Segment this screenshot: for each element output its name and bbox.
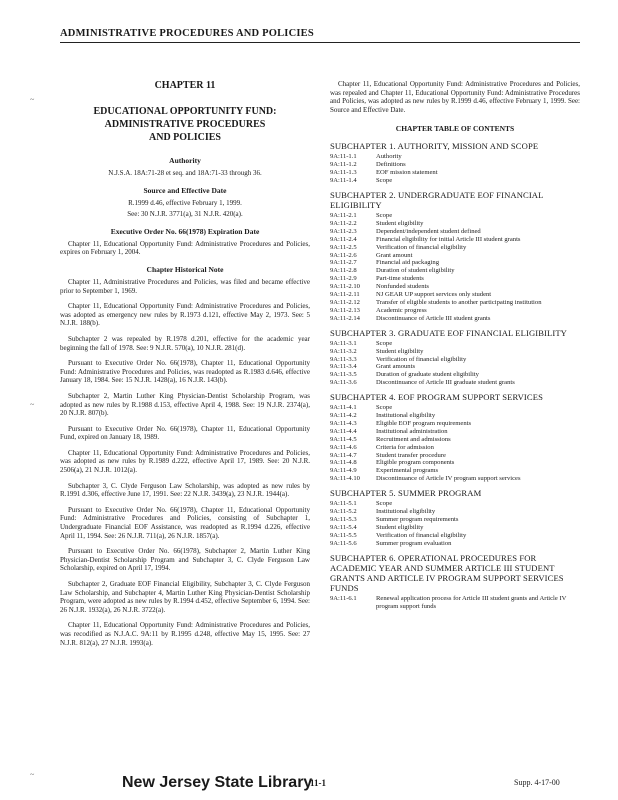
toc-entry (330, 259, 580, 267)
section-number: 9A:11-2.14 (330, 314, 360, 322)
toc-entry (330, 252, 580, 260)
section-title: Institutional eligibility (376, 412, 436, 420)
historical-note-paragraph: Subchapter 2, Martin Luther King Physician-Dentist Scholarship Program, was adopted as new rules by R.1988 d.153, effective April 4, 1988. See: 19 N.J.R. 2374(a), 20 N.J.R. 807(b). (60, 391, 310, 418)
section-title: Discontinuance of Article III student grants (376, 314, 491, 322)
section-title: Transfer of eligible students to another participating institution (376, 298, 542, 306)
toc-entry (330, 307, 580, 315)
historical-note-paragraph: Chapter 11, Administrative Procedures and Policies, was filed and became effective prior to September 1, 1969. (60, 277, 310, 295)
toc-entry (330, 516, 580, 524)
toc-entry (330, 315, 580, 323)
section-number: 9A:11-2.7 (330, 259, 357, 267)
library-name: New Jersey State Library (122, 774, 313, 791)
historical-note-paragraph: Chapter 11, Educational Opportunity Fund: Administrative Procedures and Policies, was adopted as emergency new rules by R.1973 d.121, effective May 2, 1973. See: 5 N.J.R. 188(b). (60, 302, 310, 328)
toc-entry (330, 283, 580, 291)
toc-entry (330, 275, 580, 283)
section-title: Institutional eligibility (376, 508, 436, 516)
intro-paragraph: Chapter 11, Educational Opportunity Fund: Administrative Procedures and Policies, was repealed and Chapter 11, Educational Opportunity Fund: Administrative Procedures and Policies, was adopted as new rules by R.1999 d.46, effective February 1, 1999. See: Source and Effective Date. (330, 80, 580, 114)
toc-entry (330, 267, 580, 275)
toc-entry (330, 299, 580, 307)
toc-list (330, 500, 580, 547)
section-title: NJ GEAR UP support services only student (376, 291, 492, 299)
section-number: 9A:11-4.1 (330, 404, 357, 412)
toc-entry (330, 540, 580, 548)
margin-mark: ~ (30, 770, 35, 779)
margin-mark: ~ (30, 400, 35, 409)
section-title: Discontinuance of Article III graduate student grants (376, 379, 515, 387)
toc-list (330, 404, 580, 483)
section-number: 9A:11-3.1 (330, 339, 357, 347)
running-header: ADMINISTRATIVE PROCEDURES AND POLICIES (60, 28, 580, 43)
section-number: 9A:11-3.3 (330, 355, 357, 363)
toc-entry (330, 228, 580, 236)
toc-title: CHAPTER TABLE OF CONTENTS (395, 124, 515, 134)
toc-entry (330, 420, 580, 428)
section-title: Nonfunded students (376, 283, 429, 291)
section-title: Scope (376, 339, 393, 347)
toc-entry (330, 161, 580, 169)
toc-list (330, 340, 580, 387)
toc-entry (330, 428, 580, 436)
toc-entry (330, 220, 580, 228)
toc-entry (330, 371, 580, 379)
section-number: 9A:11-4.7 (330, 451, 357, 459)
toc-entry (330, 177, 580, 185)
section-number: 9A:11-1.2 (330, 161, 357, 169)
section-title: Criteria for admission (376, 443, 434, 451)
section-number: 9A:11-5.3 (330, 516, 357, 523)
section-number: 9A:11-2.4 (330, 235, 357, 243)
section-title: Verification of financial eligibility (376, 355, 467, 363)
section-title: Definitions (376, 161, 406, 169)
subchapter-heading: SUBCHAPTER 2. UNDERGRADUATE EOF FINANCIAL ELIGIBILITY (330, 190, 544, 210)
margin-mark: ~ (30, 95, 35, 104)
section-number: 9A:11-3.5 (330, 371, 357, 379)
subchapter-heading: SUBCHAPTER 6. OPERATIONAL PROCEDURES FOR ACADEMIC YEAR AND SUMMER ARTICLE III STUDENT GRANTS AND ARTICLE IV PROGRAM SUPPORT SERVICES FUNDS (330, 552, 564, 593)
section-number: 9A:11-4.4 (330, 427, 357, 435)
section-number: 9A:11-2.13 (330, 306, 360, 314)
authority-heading: Authority (169, 156, 201, 165)
toc-entry (330, 379, 580, 387)
section-title: Renewal application process for Article III student grants and Article IV program support funds (376, 594, 567, 610)
section-title: Verification of financial eligibility (376, 243, 467, 251)
toc-entry (330, 459, 580, 467)
toc-list (330, 153, 580, 185)
section-title: Student eligibility (376, 523, 424, 531)
section-number: 9A:11-4.9 (330, 467, 357, 475)
toc-entry (330, 404, 580, 412)
section-title: Discontinuance of Article IV program support services (376, 475, 521, 483)
subchapter-heading: SUBCHAPTER 3. GRADUATE EOF FINANCIAL ELIGIBILITY (330, 327, 567, 338)
historical-note-paragraph: Pursuant to Executive Order No. 66(1978), Chapter 11, Educational Opportunity Fund: Administrative Procedures and Policies, consisting of Subchapter 1, Undergraduate Financial EOF Assistance, was readopted as R.1994 d.226, effective April 11, 1994. See: 26 N.J.R. 711(a), 26 N.J.R. 1857(a). (60, 505, 310, 540)
section-title: Summer program requirements (376, 516, 459, 523)
chapter-title-line: ADMINISTRATIVE PROCEDURES (104, 119, 266, 130)
section-title: Experimental programs (376, 467, 439, 475)
section-title: Part-time students (376, 275, 424, 283)
right-column (330, 80, 580, 614)
chapter-title (60, 105, 310, 144)
supplement-date: Supp. 4-17-00 (514, 778, 560, 787)
section-number: 9A:11-4.2 (330, 412, 357, 420)
section-title: Duration of student eligibility (376, 267, 455, 275)
section-number: 9A:11-5.2 (330, 508, 357, 516)
toc-entry (330, 444, 580, 452)
chapter-number: CHAPTER 11 (154, 80, 216, 91)
historical-note-paragraph: Pursuant to Executive Order No. 66(1978), Chapter 11, Educational Opportunity Fund: Administrative Procedures and Policies, was readopted as R.1983 d.646, effective January 18, 1984. See: 15 N.J.R. 1428(a), 16 N.J.R. 143(b). (60, 359, 310, 385)
section-title: Scope (376, 404, 393, 412)
historical-note-heading: Chapter Historical Note (146, 264, 224, 274)
section-number: 9A:11-2.12 (330, 298, 360, 306)
section-title: Duration of graduate student eligibility (376, 371, 479, 379)
section-number: 9A:11-1.1 (330, 153, 357, 161)
toc-list (330, 212, 580, 323)
section-number: 9A:11-6.1 (330, 594, 357, 602)
section-number: 9A:11-2.8 (330, 267, 357, 275)
section-number: 9A:11-5.1 (330, 500, 357, 508)
section-number: 9A:11-4.6 (330, 443, 357, 451)
historical-note-paragraph: Subchapter 2, Graduate EOF Financial Eligibility, Subchapter 3, C. Clyde Ferguson Law Scholarship, and Subchapter 4, Martin Luther King Physician-Dentist Scholarship Program, were adopted as new rules by R.1994 d.452, effective September 6, 1994. See: 26 N.J.R. 1932(a), 26 N.J.R. 3722(a). (60, 580, 310, 614)
section-title: Eligible program components (376, 459, 455, 467)
section-number: 9A:11-5.6 (330, 539, 357, 547)
section-title: Financial aid packaging (376, 259, 439, 267)
section-number: 9A:11-4.3 (330, 419, 357, 427)
section-number: 9A:11-1.3 (330, 169, 357, 177)
historical-note-paragraph: Pursuant to Executive Order No. 66(1978), Subchapter 2, Martin Luther King Physician-Dentist Scholarship Program and Subchapter 3, C. Clyde Ferguson Law Scholarship, expired on April 17, 1994. (60, 547, 310, 573)
left-column (60, 80, 310, 654)
section-title: Scope (376, 177, 393, 185)
page-number: 11-1 (310, 778, 327, 788)
section-number: 9A:11-5.5 (330, 531, 357, 539)
section-number: 9A:11-2.10 (330, 283, 360, 291)
subchapter-heading: SUBCHAPTER 1. AUTHORITY, MISSION AND SCOPE (330, 141, 539, 152)
toc-list (330, 595, 580, 611)
section-number: 9A:11-5.4 (330, 523, 357, 531)
toc-entry (330, 436, 580, 444)
toc-entry (330, 508, 580, 516)
toc-entry (330, 348, 580, 356)
section-number: 9A:11-3.2 (330, 347, 357, 355)
section-number: 9A:11-2.11 (330, 291, 360, 299)
section-title: Recruitment and admissions (376, 435, 451, 443)
toc-entry (330, 595, 580, 611)
authority-text: N.J.S.A. 18A:71-28 et seq. and 18A:71-33 through 36. (108, 169, 262, 177)
toc-entry (330, 356, 580, 364)
section-title: Eligible EOF program requirements (376, 419, 472, 427)
toc-entry (330, 291, 580, 299)
toc-entry (330, 169, 580, 177)
toc-entry (330, 500, 580, 508)
historical-note-paragraph: Subchapter 2 was repealed by R.1978 d.201, effective for the academic year beginning the fall of 1978. See: 9 N.J.R. 570(a), 10 N.J.R. 281(d). (60, 334, 310, 352)
section-number: 9A:11-2.2 (330, 219, 357, 227)
section-number: 9A:11-3.6 (330, 379, 357, 387)
executive-order-heading: Executive Order No. 66(1978) Expiration Date (110, 226, 260, 236)
section-title: Authority (376, 153, 402, 161)
section-title: Dependent/independent student defined (376, 227, 481, 235)
section-title: Student transfer procedure (376, 451, 446, 459)
executive-order-text: Chapter 11, Educational Opportunity Fund: Administrative Procedures and Policies, expires on February 1, 2004. (60, 239, 310, 257)
historical-note-paragraph: Chapter 11, Educational Opportunity Fund: Administrative Procedures and Policies, was adopted as new rules by R.1989 d.222, effective April 17, 1989. See: 20 N.J.R. 2506(a), 21 N.J.R. 1012(a). (60, 448, 310, 475)
section-title: Academic progress (376, 306, 427, 314)
source-citation: See: 30 N.J.R. 3771(a), 31 N.J.R. 420(a). (127, 210, 243, 219)
section-title: Student eligibility (376, 347, 424, 355)
section-number: 9A:11-1.4 (330, 177, 357, 185)
toc-entry (330, 236, 580, 244)
section-title: Scope (376, 212, 393, 219)
source-heading: Source and Effective Date (143, 185, 227, 195)
historical-note-paragraph: Chapter 11, Educational Opportunity Fund: Administrative Procedures and Policies, was recodified as N.J.A.C. 9A:11 by R.1995 d.248, effective May 15, 1995. See: 27 N.J.R. 812(a), 27 N.J.R. 1993(a). (60, 621, 310, 647)
section-title: Verification of financial eligibility (376, 531, 467, 539)
section-title: Financial eligibility for initial Article III student grants (376, 235, 521, 243)
toc-entry (330, 524, 580, 532)
section-title: Scope (376, 500, 393, 508)
section-number: 9A:11-2.6 (330, 251, 357, 259)
toc-entry (330, 244, 580, 252)
toc-entry (330, 412, 580, 420)
toc-entry (330, 340, 580, 348)
section-title: Grant amount (376, 251, 413, 259)
section-number: 9A:11-4.8 (330, 459, 357, 467)
historical-notes (60, 278, 310, 647)
toc-entry (330, 363, 580, 371)
section-number: 9A:11-2.1 (330, 212, 357, 219)
section-number: 9A:11-4.5 (330, 435, 357, 443)
section-number: 9A:11-3.4 (330, 363, 357, 371)
historical-note-paragraph: Subchapter 3, C. Clyde Ferguson Law Scholarship, was adopted as new rules by R.1991 d.306, effective June 17, 1991. See: 22 N.J.R. 3439(a), 23 N.J.R. 1944(a). (60, 481, 310, 499)
table-of-contents (330, 141, 580, 610)
section-title: Student eligibility (376, 219, 424, 227)
section-number: 9A:11-2.5 (330, 243, 357, 251)
source-text: R.1999 d.46, effective February 1, 1999. (128, 198, 242, 207)
section-number: 9A:11-2.3 (330, 227, 357, 235)
subchapter-heading: SUBCHAPTER 5. SUMMER PROGRAM (330, 488, 482, 499)
section-title: Summer program evaluation (376, 539, 452, 547)
toc-entry (330, 532, 580, 540)
section-title: Grant amounts (376, 363, 416, 371)
historical-note-paragraph: Pursuant to Executive Order No. 66(1978), Chapter 11, Educational Opportunity Fund, expired on January 18, 1989. (60, 424, 310, 442)
toc-entry (330, 475, 580, 483)
subchapter-heading: SUBCHAPTER 4. EOF PROGRAM SUPPORT SERVICES (330, 392, 543, 403)
section-number: 9A:11-2.9 (330, 275, 357, 283)
section-number: 9A:11-4.10 (330, 475, 360, 483)
toc-entry (330, 212, 580, 220)
toc-entry (330, 467, 580, 475)
chapter-title-line: EDUCATIONAL OPPORTUNITY FUND: (93, 106, 277, 117)
section-title: Institutional administration (376, 427, 448, 435)
toc-entry (330, 452, 580, 460)
section-title: EOF mission statement (376, 169, 438, 177)
toc-entry (330, 153, 580, 161)
chapter-title-line: AND POLICIES (149, 132, 221, 143)
